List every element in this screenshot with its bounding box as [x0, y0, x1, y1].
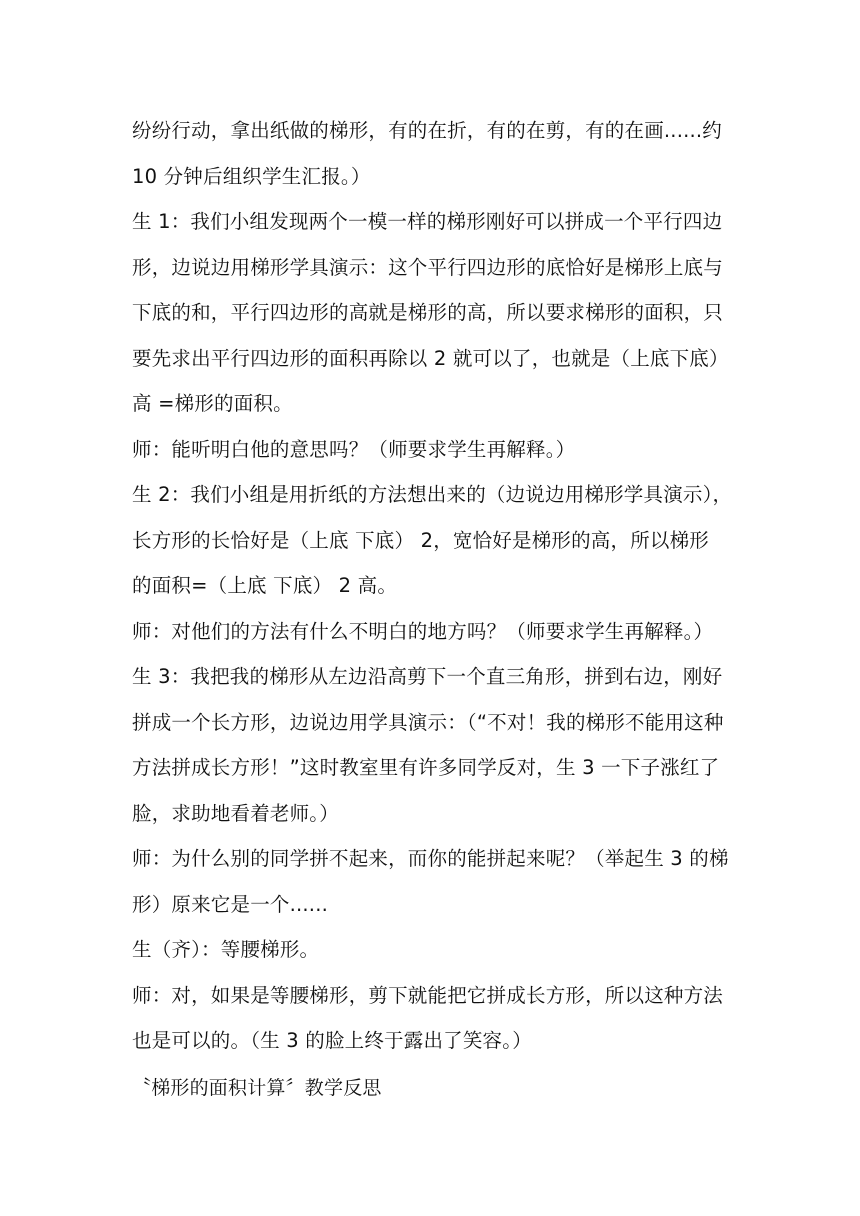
text-line: 师：对他们的方法有什么不明白的地方吗？（师要求学生再解释。） [132, 619, 714, 643]
text-line: 形，边说边用梯形学具演示：这个平行四边形的底恰好是梯形上底与 [132, 255, 724, 279]
text-line: 也是可以的。（生 3 的脸上终于露出了笑容。） [132, 1029, 532, 1052]
text-line: 长方形的长恰好是（上底 下底） 2，宽恰好是梯形的高，所以梯形 [132, 528, 710, 552]
text-line: 师：能听明白他的意思吗？（师要求学生再解释。） [132, 437, 576, 461]
section-title: 〝梯形的面积计算〞教学反思 [132, 1076, 382, 1099]
text-line: 高 =梯形的面积。 [132, 392, 293, 415]
text-line: 生 1：我们小组发现两个一模一样的梯形刚好可以拼成一个平行四边 [132, 210, 723, 233]
text-line: 下底的和，平行四边形的高就是梯形的高，所以要求梯形的面积，只 [132, 301, 724, 324]
text-line: 生（齐）：等腰梯形。 [132, 938, 320, 961]
document-body [132, 108, 732, 1111]
text-line: 生 2：我们小组是用折纸的方法想出来的（边说边用梯形学具演示）， [132, 483, 733, 506]
text-line: 师：对，如果是等腰梯形，剪下就能把它拼成长方形，所以这种方法 [132, 983, 724, 1007]
text-line: 生 3：我把我的梯形从左边沿高剪下一个直三角形，拼到右边，刚好 [132, 665, 723, 688]
text-line: 脸，求助地看着老师。） [132, 801, 339, 825]
text-line: 拼成一个长方形，边说边用学具演示：（“不对！我的梯形不能用这种 [132, 710, 724, 734]
text-line: 的面积=（上底 下底） 2 高。 [132, 574, 398, 597]
text-line: 师：为什么别的同学拼不起来，而你的能拼起来呢？（举起生 3 的梯 [132, 847, 729, 870]
text-line: 方法拼成长方形！”这时教室里有许多同学反对，生 3 一下子涨红了 [132, 756, 720, 779]
text-line: 10 分钟后组织学生汇报。） [132, 164, 371, 188]
text-line: 纷纷行动，拿出纸做的梯形，有的在折，有的在剪，有的在画......约 [132, 119, 722, 142]
text-line: 形）原来它是一个...... [132, 892, 328, 916]
text-line: 要先求出平行四边形的面积再除以 2 就可以了，也就是（上底下底） [132, 346, 729, 370]
